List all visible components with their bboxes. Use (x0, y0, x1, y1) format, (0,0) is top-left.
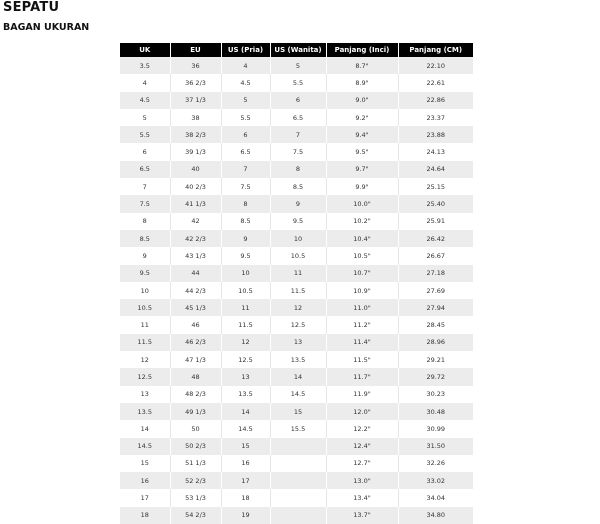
table-cell: 8 (270, 161, 326, 178)
table-row (120, 403, 473, 420)
table-cell: 17 (120, 489, 170, 506)
table-row (120, 438, 473, 455)
table-cell: 23.88 (398, 126, 473, 143)
table-cell: 8.7" (326, 57, 398, 74)
table-cell: 26.67 (398, 247, 473, 264)
table-cell: 9.0" (326, 92, 398, 109)
table-row (120, 420, 473, 437)
table-cell: 12.5 (120, 368, 170, 385)
table-cell: 16 (221, 455, 270, 472)
table-cell: 13.5 (120, 403, 170, 420)
table-cell: 13 (221, 368, 270, 385)
table-row (120, 92, 473, 109)
table-cell: 9 (270, 195, 326, 212)
table-cell: 13 (120, 386, 170, 403)
header-eu: EU (170, 43, 221, 57)
table-cell: 27.18 (398, 265, 473, 282)
table-cell: 12.5 (221, 351, 270, 368)
table-cell: 52 2/3 (170, 472, 221, 489)
table-row (120, 455, 473, 472)
table-row (120, 507, 473, 524)
size-chart-table (120, 43, 473, 524)
table-cell: 9 (120, 247, 170, 264)
table-cell: 12.5 (270, 316, 326, 333)
table-cell: 7.5 (221, 178, 270, 195)
table-cell (270, 438, 326, 455)
table-cell: 11.5" (326, 351, 398, 368)
table-cell: 42 (170, 213, 221, 230)
table-row (120, 161, 473, 178)
table-cell: 10.9" (326, 282, 398, 299)
table-cell: 22.10 (398, 57, 473, 74)
table-row (120, 195, 473, 212)
table-cell: 4 (120, 74, 170, 91)
table-cell: 36 (170, 57, 221, 74)
table-cell: 10 (120, 282, 170, 299)
page-subtitle: BAGAN UKURAN (3, 22, 90, 33)
table-row (120, 265, 473, 282)
table-cell: 40 (170, 161, 221, 178)
table-cell: 29.72 (398, 368, 473, 385)
table-cell: 10.5 (120, 299, 170, 316)
table-cell: 33.02 (398, 472, 473, 489)
table-cell: 5.5 (221, 109, 270, 126)
table-cell: 9.5" (326, 143, 398, 160)
table-cell: 10.0" (326, 195, 398, 212)
table-cell: 8 (221, 195, 270, 212)
table-cell: 22.86 (398, 92, 473, 109)
table-cell: 5.5 (120, 126, 170, 143)
table-cell: 4.5 (120, 92, 170, 109)
table-cell: 14.5 (120, 438, 170, 455)
table-cell: 34.80 (398, 507, 473, 524)
table-cell (270, 472, 326, 489)
table-cell: 13.5 (221, 386, 270, 403)
table-cell: 5 (270, 57, 326, 74)
table-row (120, 334, 473, 351)
table-cell: 8.5 (270, 178, 326, 195)
table-cell (270, 489, 326, 506)
table-cell: 9.4" (326, 126, 398, 143)
table-row (120, 213, 473, 230)
table-cell: 6.5 (120, 161, 170, 178)
table-cell: 23.37 (398, 109, 473, 126)
table-cell: 19 (221, 507, 270, 524)
table-row (120, 386, 473, 403)
table-cell: 7 (221, 161, 270, 178)
table-row (120, 109, 473, 126)
table-cell: 9.5 (221, 247, 270, 264)
table-cell: 30.99 (398, 420, 473, 437)
table-cell: 44 2/3 (170, 282, 221, 299)
table-cell: 11.0" (326, 299, 398, 316)
table-cell: 40 2/3 (170, 178, 221, 195)
table-cell: 3.5 (120, 57, 170, 74)
table-cell: 7 (270, 126, 326, 143)
table-cell: 47 1/3 (170, 351, 221, 368)
table-cell: 13 (270, 334, 326, 351)
table-cell: 46 (170, 316, 221, 333)
table-cell: 24.13 (398, 143, 473, 160)
table-cell: 12.4" (326, 438, 398, 455)
table-header-row (120, 43, 473, 57)
header-us-men: US (Pria) (221, 43, 270, 57)
table-cell: 15 (221, 438, 270, 455)
header-length-inch: Panjang (Inci) (326, 43, 398, 57)
table-cell: 18 (221, 489, 270, 506)
table-cell: 5.5 (270, 74, 326, 91)
table-cell: 11.5 (120, 334, 170, 351)
table-row (120, 230, 473, 247)
table-cell: 49 1/3 (170, 403, 221, 420)
header-uk: UK (120, 43, 170, 57)
page-title: SEPATU (3, 0, 60, 15)
table-cell: 50 2/3 (170, 438, 221, 455)
table-cell: 11.7" (326, 368, 398, 385)
table-row (120, 316, 473, 333)
table-cell: 25.91 (398, 213, 473, 230)
table-cell: 28.45 (398, 316, 473, 333)
table-cell: 14.5 (270, 386, 326, 403)
table-cell: 13.0" (326, 472, 398, 489)
table-cell: 24.64 (398, 161, 473, 178)
table-cell: 37 1/3 (170, 92, 221, 109)
table-cell: 46 2/3 (170, 334, 221, 351)
table-cell: 10.4" (326, 230, 398, 247)
table-cell: 7.5 (120, 195, 170, 212)
table-cell: 7 (120, 178, 170, 195)
table-cell: 9.9" (326, 178, 398, 195)
table-cell: 8.5 (221, 213, 270, 230)
table-cell: 16 (120, 472, 170, 489)
table-cell: 5 (221, 92, 270, 109)
table-cell: 36 2/3 (170, 74, 221, 91)
table-cell: 30.48 (398, 403, 473, 420)
table-cell: 48 (170, 368, 221, 385)
table-cell: 11.9" (326, 386, 398, 403)
table-cell: 39 1/3 (170, 143, 221, 160)
table-cell: 11.5 (221, 316, 270, 333)
table-row (120, 368, 473, 385)
table-cell: 14 (221, 403, 270, 420)
table-cell: 27.94 (398, 299, 473, 316)
table-cell: 11 (270, 265, 326, 282)
table-cell: 15 (270, 403, 326, 420)
table-row (120, 247, 473, 264)
table-cell: 34.04 (398, 489, 473, 506)
table-cell: 10.2" (326, 213, 398, 230)
table-cell: 6 (120, 143, 170, 160)
table-cell: 28.96 (398, 334, 473, 351)
table-cell: 10.5 (270, 247, 326, 264)
table-cell: 14 (270, 368, 326, 385)
table-cell: 53 1/3 (170, 489, 221, 506)
table-cell: 9.5 (270, 213, 326, 230)
table-cell: 48 2/3 (170, 386, 221, 403)
table-cell: 12.2" (326, 420, 398, 437)
table-row (120, 57, 473, 74)
table-cell: 12 (270, 299, 326, 316)
table-cell: 14.5 (221, 420, 270, 437)
table-cell: 8.9" (326, 74, 398, 91)
table-cell: 6.5 (270, 109, 326, 126)
table-cell: 4 (221, 57, 270, 74)
table-cell: 12 (120, 351, 170, 368)
header-us-women: US (Wanita) (270, 43, 326, 57)
table-cell: 11.5 (270, 282, 326, 299)
table-cell: 29.21 (398, 351, 473, 368)
table-cell: 14 (120, 420, 170, 437)
table-cell: 9.7" (326, 161, 398, 178)
table-row (120, 178, 473, 195)
table-cell: 15 (120, 455, 170, 472)
table-cell: 12.0" (326, 403, 398, 420)
table-cell (270, 455, 326, 472)
table-cell: 30.23 (398, 386, 473, 403)
table-row (120, 299, 473, 316)
table-row (120, 282, 473, 299)
table-row (120, 489, 473, 506)
table-cell: 11 (221, 299, 270, 316)
table-cell: 10 (270, 230, 326, 247)
table-cell: 11 (120, 316, 170, 333)
table-cell: 42 2/3 (170, 230, 221, 247)
table-cell: 31.50 (398, 438, 473, 455)
table-cell: 27.69 (398, 282, 473, 299)
table-cell: 10.5 (221, 282, 270, 299)
table-cell: 13.7" (326, 507, 398, 524)
table-cell: 25.15 (398, 178, 473, 195)
table-row (120, 74, 473, 91)
table-body (120, 57, 473, 524)
table-cell: 26.42 (398, 230, 473, 247)
table-cell: 12.7" (326, 455, 398, 472)
table-cell: 13.5 (270, 351, 326, 368)
table-cell: 5 (120, 109, 170, 126)
table-cell: 6 (270, 92, 326, 109)
table-cell: 17 (221, 472, 270, 489)
table-cell: 13.4" (326, 489, 398, 506)
table-cell: 51 1/3 (170, 455, 221, 472)
table-cell: 11.2" (326, 316, 398, 333)
table-cell: 44 (170, 265, 221, 282)
header-length-cm: Panjang (CM) (398, 43, 473, 57)
table-cell: 8 (120, 213, 170, 230)
table-cell (270, 507, 326, 524)
table-cell: 7.5 (270, 143, 326, 160)
table-cell: 6 (221, 126, 270, 143)
table-cell: 11.4" (326, 334, 398, 351)
table-cell: 4.5 (221, 74, 270, 91)
table-cell: 38 (170, 109, 221, 126)
table-row (120, 143, 473, 160)
table-cell: 12 (221, 334, 270, 351)
table-cell: 25.40 (398, 195, 473, 212)
table-cell: 8.5 (120, 230, 170, 247)
table-cell: 10.5" (326, 247, 398, 264)
table-cell: 45 1/3 (170, 299, 221, 316)
table-cell: 10 (221, 265, 270, 282)
table-cell: 50 (170, 420, 221, 437)
table-cell: 41 1/3 (170, 195, 221, 212)
table-cell: 15.5 (270, 420, 326, 437)
table-row (120, 351, 473, 368)
table-cell: 54 2/3 (170, 507, 221, 524)
table-cell: 9.5 (120, 265, 170, 282)
table-cell: 43 1/3 (170, 247, 221, 264)
table-cell: 10.7" (326, 265, 398, 282)
table-cell: 38 2/3 (170, 126, 221, 143)
table-row (120, 126, 473, 143)
table-cell: 6.5 (221, 143, 270, 160)
table-row (120, 472, 473, 489)
table-cell: 32.26 (398, 455, 473, 472)
table-cell: 22.61 (398, 74, 473, 91)
table-cell: 18 (120, 507, 170, 524)
table-cell: 9 (221, 230, 270, 247)
table-cell: 9.2" (326, 109, 398, 126)
